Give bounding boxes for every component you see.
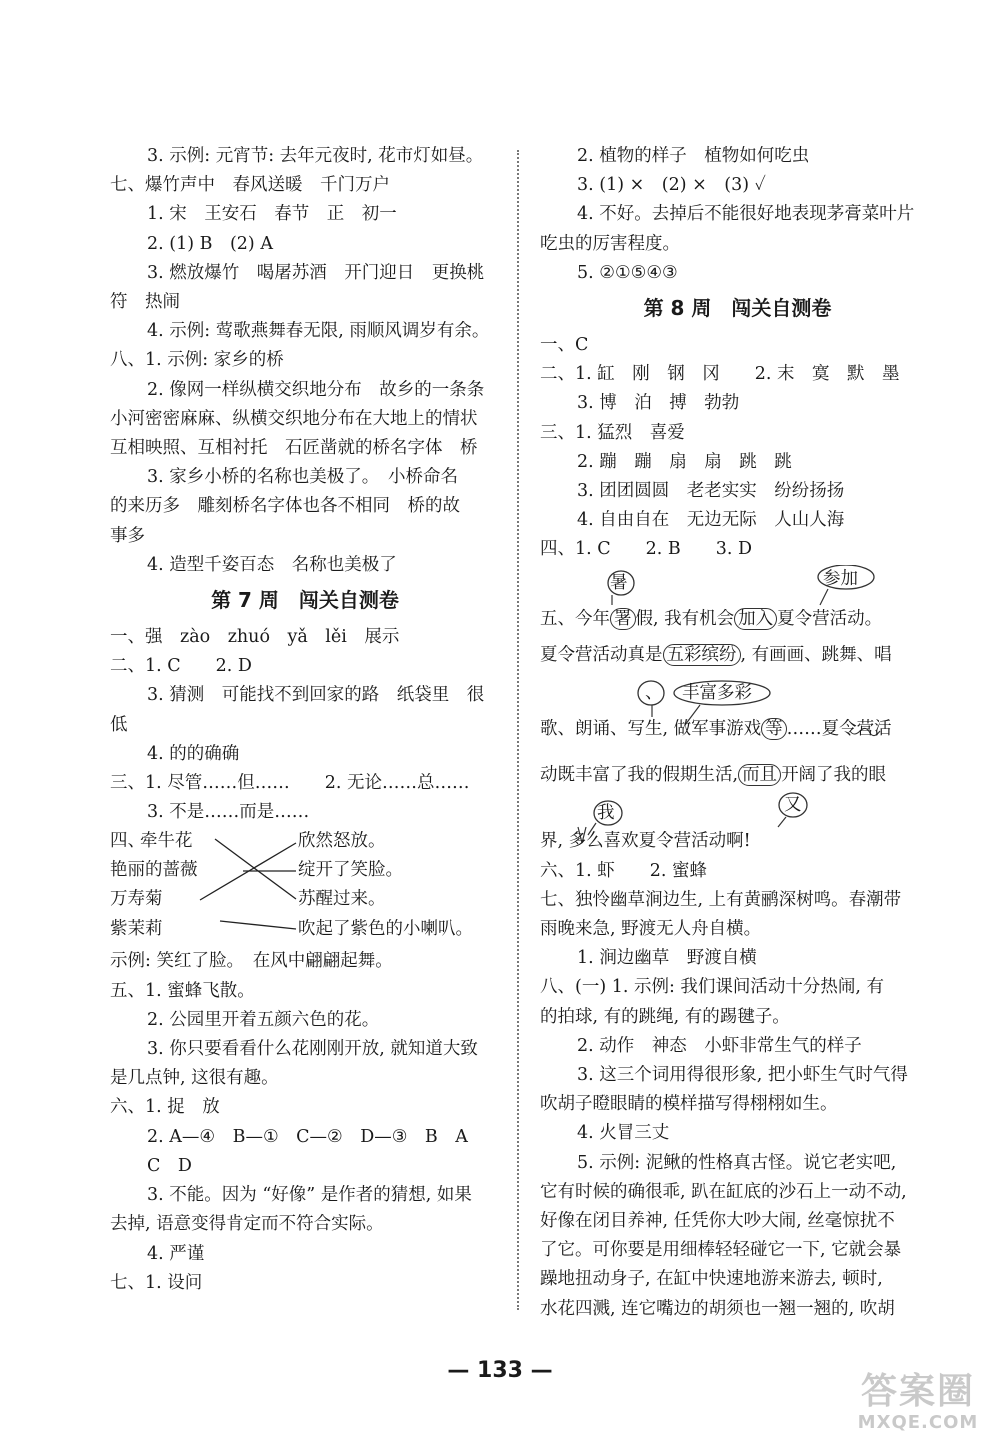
answer-line: 3. 示例: 元宵节: 去年元夜时, 花市灯如昼。	[147, 146, 484, 166]
answer-line: 3. 你只要看看什么花刚刚开放, 就知道大致	[147, 1039, 478, 1060]
circled-error: 等	[761, 718, 787, 740]
matching-right-item: 欣然怒放。	[298, 831, 386, 852]
left-answers-part3	[110, 947, 500, 1297]
answer-line: 吃虫的厉害程度。	[540, 233, 680, 254]
answer-line: 4. 严谨	[147, 1243, 205, 1264]
answer-line: 2. A—④ B—① C—② D—③ B A	[147, 1126, 468, 1147]
left-answers-part2	[110, 623, 500, 827]
circled-error: 加入	[734, 608, 777, 630]
answer-line: 吹胡子瞪眼睛的模样描写得栩栩如生。	[540, 1094, 838, 1115]
proofreading-exercise	[540, 565, 935, 857]
answer-line: 五、1. 蜜蜂飞散。	[110, 980, 255, 1001]
answer-line: 4. 自由自在 无边无际 人山人海	[577, 510, 845, 531]
answer-line: 符 热闹	[110, 292, 180, 313]
answer-line: 互相映照、互相衬托 石匠凿就的桥名字体 桥	[110, 438, 478, 459]
proofread-line-2: 夏令营活动真是 五彩缤纷 , 有画画、跳舞、唱	[540, 644, 892, 665]
matching-exercise	[110, 827, 500, 947]
answer-line: 的来历多 雕刻桥名字体也各不相同 桥的故	[110, 496, 460, 517]
answer-line: 雨晚来急, 野渡无人舟自横。	[540, 919, 762, 940]
matching-left-item: 紫茉莉	[110, 919, 163, 940]
answer-line: 水花四溅, 连它嘴边的胡须也一翘一翘的, 吹胡	[540, 1298, 895, 1319]
matching-right-item: 吹起了紫色的小喇叭。	[298, 919, 473, 940]
left-answers-part1	[110, 142, 500, 580]
matching-right-item: 苏醒过来。	[298, 889, 386, 910]
answer-line: 七、1. 设问	[110, 1272, 203, 1293]
answer-line: 七、独怜幽草涧边生, 上有黄鹂深树鸣。春潮带	[540, 889, 902, 910]
answer-line: 八、(一) 1. 示例: 我们课间活动十分热闹, 有	[540, 977, 885, 998]
matching-right-item: 绽开了笑脸。	[298, 860, 403, 881]
answer-line: 七、爆竹声中 春风送暖 千门万户	[110, 175, 390, 196]
answer-line: 是几点钟, 这很有趣。	[110, 1068, 279, 1089]
correction-above: 暑	[610, 572, 628, 593]
right-column	[540, 142, 935, 1324]
answer-line: 三、1. 猛烈 喜爱	[540, 422, 685, 443]
column-divider	[517, 150, 519, 1310]
section-title-week7: 第 7 周 闯关自测卷	[211, 588, 399, 613]
section-title-week8: 第 8 周 闯关自测卷	[643, 296, 832, 321]
answer-line: 4. 不好。去掉后不能很好地表现茅膏菜叶片	[577, 204, 915, 225]
answer-line: 2. (1) B (2) A	[147, 233, 273, 254]
answer-line: 3. 不能。因为 “好像” 是作者的猜想, 如果	[147, 1185, 472, 1206]
answer-line: 2. 植物的样子 植物如何吃虫	[577, 146, 810, 166]
answer-line: 事多	[110, 525, 145, 546]
answer-line: 3. 家乡小桥的名称也美极了。 小桥命名	[147, 467, 459, 488]
answer-line: 4. 造型千姿百态 名称也美极了	[147, 554, 397, 575]
answer-line: 3. 团团圆圆 老老实实 纷纷扬扬	[577, 481, 845, 502]
answer-line: 二、1. C 2. D	[110, 656, 252, 677]
proofread-line-3: 歌、朗诵、写生, 做军事游戏 等 ……夏令营活	[540, 718, 892, 739]
correction-above: 丰富多彩	[682, 682, 752, 703]
correction-above: 又	[784, 794, 802, 815]
correction-above: 参加	[823, 568, 858, 589]
answer-line: 三、1. 尽管……但…… 2. 无论……总……	[110, 773, 470, 794]
proofread-line-1: 五、今年 署 假, 我有机会 加入 夏令营活动。	[540, 608, 883, 629]
answer-line: 3. (1) × (2) × (3) ✓	[577, 175, 766, 196]
answer-line: C D	[147, 1155, 192, 1176]
right-answers-part1	[540, 142, 935, 288]
answer-line: 二、1. 缸 刚 钢 冈 2. 末 寞 默 墨	[540, 364, 900, 385]
proofread-line-4: 动既丰富了我的假期生活, 而且 开阔了我的眼	[540, 764, 887, 785]
answer-line: 5. 示例: 泥鳅的性格真古怪。说它老实吧,	[577, 1152, 897, 1173]
page-number: — 133 —	[447, 1358, 553, 1383]
answer-line: 低	[110, 714, 128, 735]
answer-line: 2. 像网一样纵横交织地分布 故乡的一条条	[147, 379, 485, 400]
answer-line: 2. 蹦 蹦 扇 扇 跳 跳	[577, 451, 792, 472]
matching-left-item: 艳丽的蔷薇	[110, 860, 198, 881]
answer-line: 4. 火冒三丈	[577, 1123, 670, 1144]
answer-line: 好像在闭目养神, 任凭你大吵大闹, 丝毫惊扰不	[540, 1211, 895, 1232]
left-column	[110, 142, 500, 1298]
watermark-top: 答案圈	[860, 1371, 975, 1412]
correction-above: 、	[645, 682, 663, 703]
answer-line: 3. 博 泊 搏 勃勃	[577, 393, 740, 414]
answer-line: 3. 这三个词用得很形象, 把小虾生气时气得	[577, 1065, 908, 1086]
answer-line: 的拍球, 有的跳绳, 有的踢毽子。	[540, 1006, 790, 1027]
answer-line: 示例: 笑红了脸。 在风中翩翩起舞。	[110, 951, 393, 972]
answer-line: 六、1. 捉 放	[110, 1097, 220, 1118]
answer-line: 一、C	[540, 335, 589, 356]
answer-line: 六、1. 虾 2. 蜜蜂	[540, 860, 708, 881]
watermark-bottom: MXQE.COM	[857, 1412, 979, 1433]
answer-line: 1. 宋 王安石 春节 正 初一	[147, 204, 397, 225]
answer-line: 5. ②①⑤④③	[577, 262, 678, 283]
answer-line: 它有时候的确很乖, 趴在缸底的沙石上一动不动,	[540, 1181, 907, 1202]
answer-line: 3. 燃放爆竹 喝屠苏酒 开门迎日 更换桃	[147, 262, 485, 283]
answer-line: 八、1. 示例: 家乡的桥	[110, 350, 284, 371]
proofread-line-5: 界, 多么喜欢夏令营活动啊!	[540, 830, 751, 851]
right-answers-part3	[540, 857, 935, 1324]
matching-left-item: 万寿菊	[110, 889, 163, 910]
answer-line: 小河密密麻麻、纵横交织地分布在大地上的情状	[110, 408, 478, 429]
answer-line: 2. 动作 神态 小虾非常生气的样子	[577, 1035, 862, 1056]
matching-prefix: 四、	[110, 831, 145, 852]
answer-line: 去掉, 语意变得肯定而不符合实际。	[110, 1214, 384, 1235]
right-answers-part2	[540, 331, 935, 565]
answer-line: 4. 示例: 莺歌燕舞春无限, 雨顺风调岁有余。	[147, 321, 490, 342]
watermark-logo	[848, 1372, 988, 1444]
correction-above: 我	[597, 802, 615, 823]
circled-error: 署	[610, 608, 636, 630]
answer-line: 1. 涧边幽草 野渡自横	[577, 948, 757, 969]
answer-line: 躁地扭动身子, 在缸中快速地游来游去, 顿时,	[540, 1269, 883, 1290]
answer-line: 一、强 zào zhuó yǎ lěi 展示	[110, 627, 400, 648]
circled-error: 而且	[738, 764, 781, 786]
answer-line: 3. 猜测 可能找不到回家的路 纸袋里 很	[147, 685, 485, 706]
answer-line: 4. 的的确确	[147, 743, 240, 764]
answer-line: 2. 公园里开着五颜六色的花。	[147, 1009, 380, 1030]
matching-left-item: 牵牛花	[140, 831, 193, 852]
circled-error: 五彩缤纷	[663, 644, 741, 666]
answer-line: 四、1. C 2. B 3. D	[540, 539, 753, 560]
answer-line: 了它。可你要是用细棒轻轻碰它一下, 它就会暴	[540, 1240, 902, 1261]
answer-line: 3. 不是……而是……	[147, 802, 310, 823]
